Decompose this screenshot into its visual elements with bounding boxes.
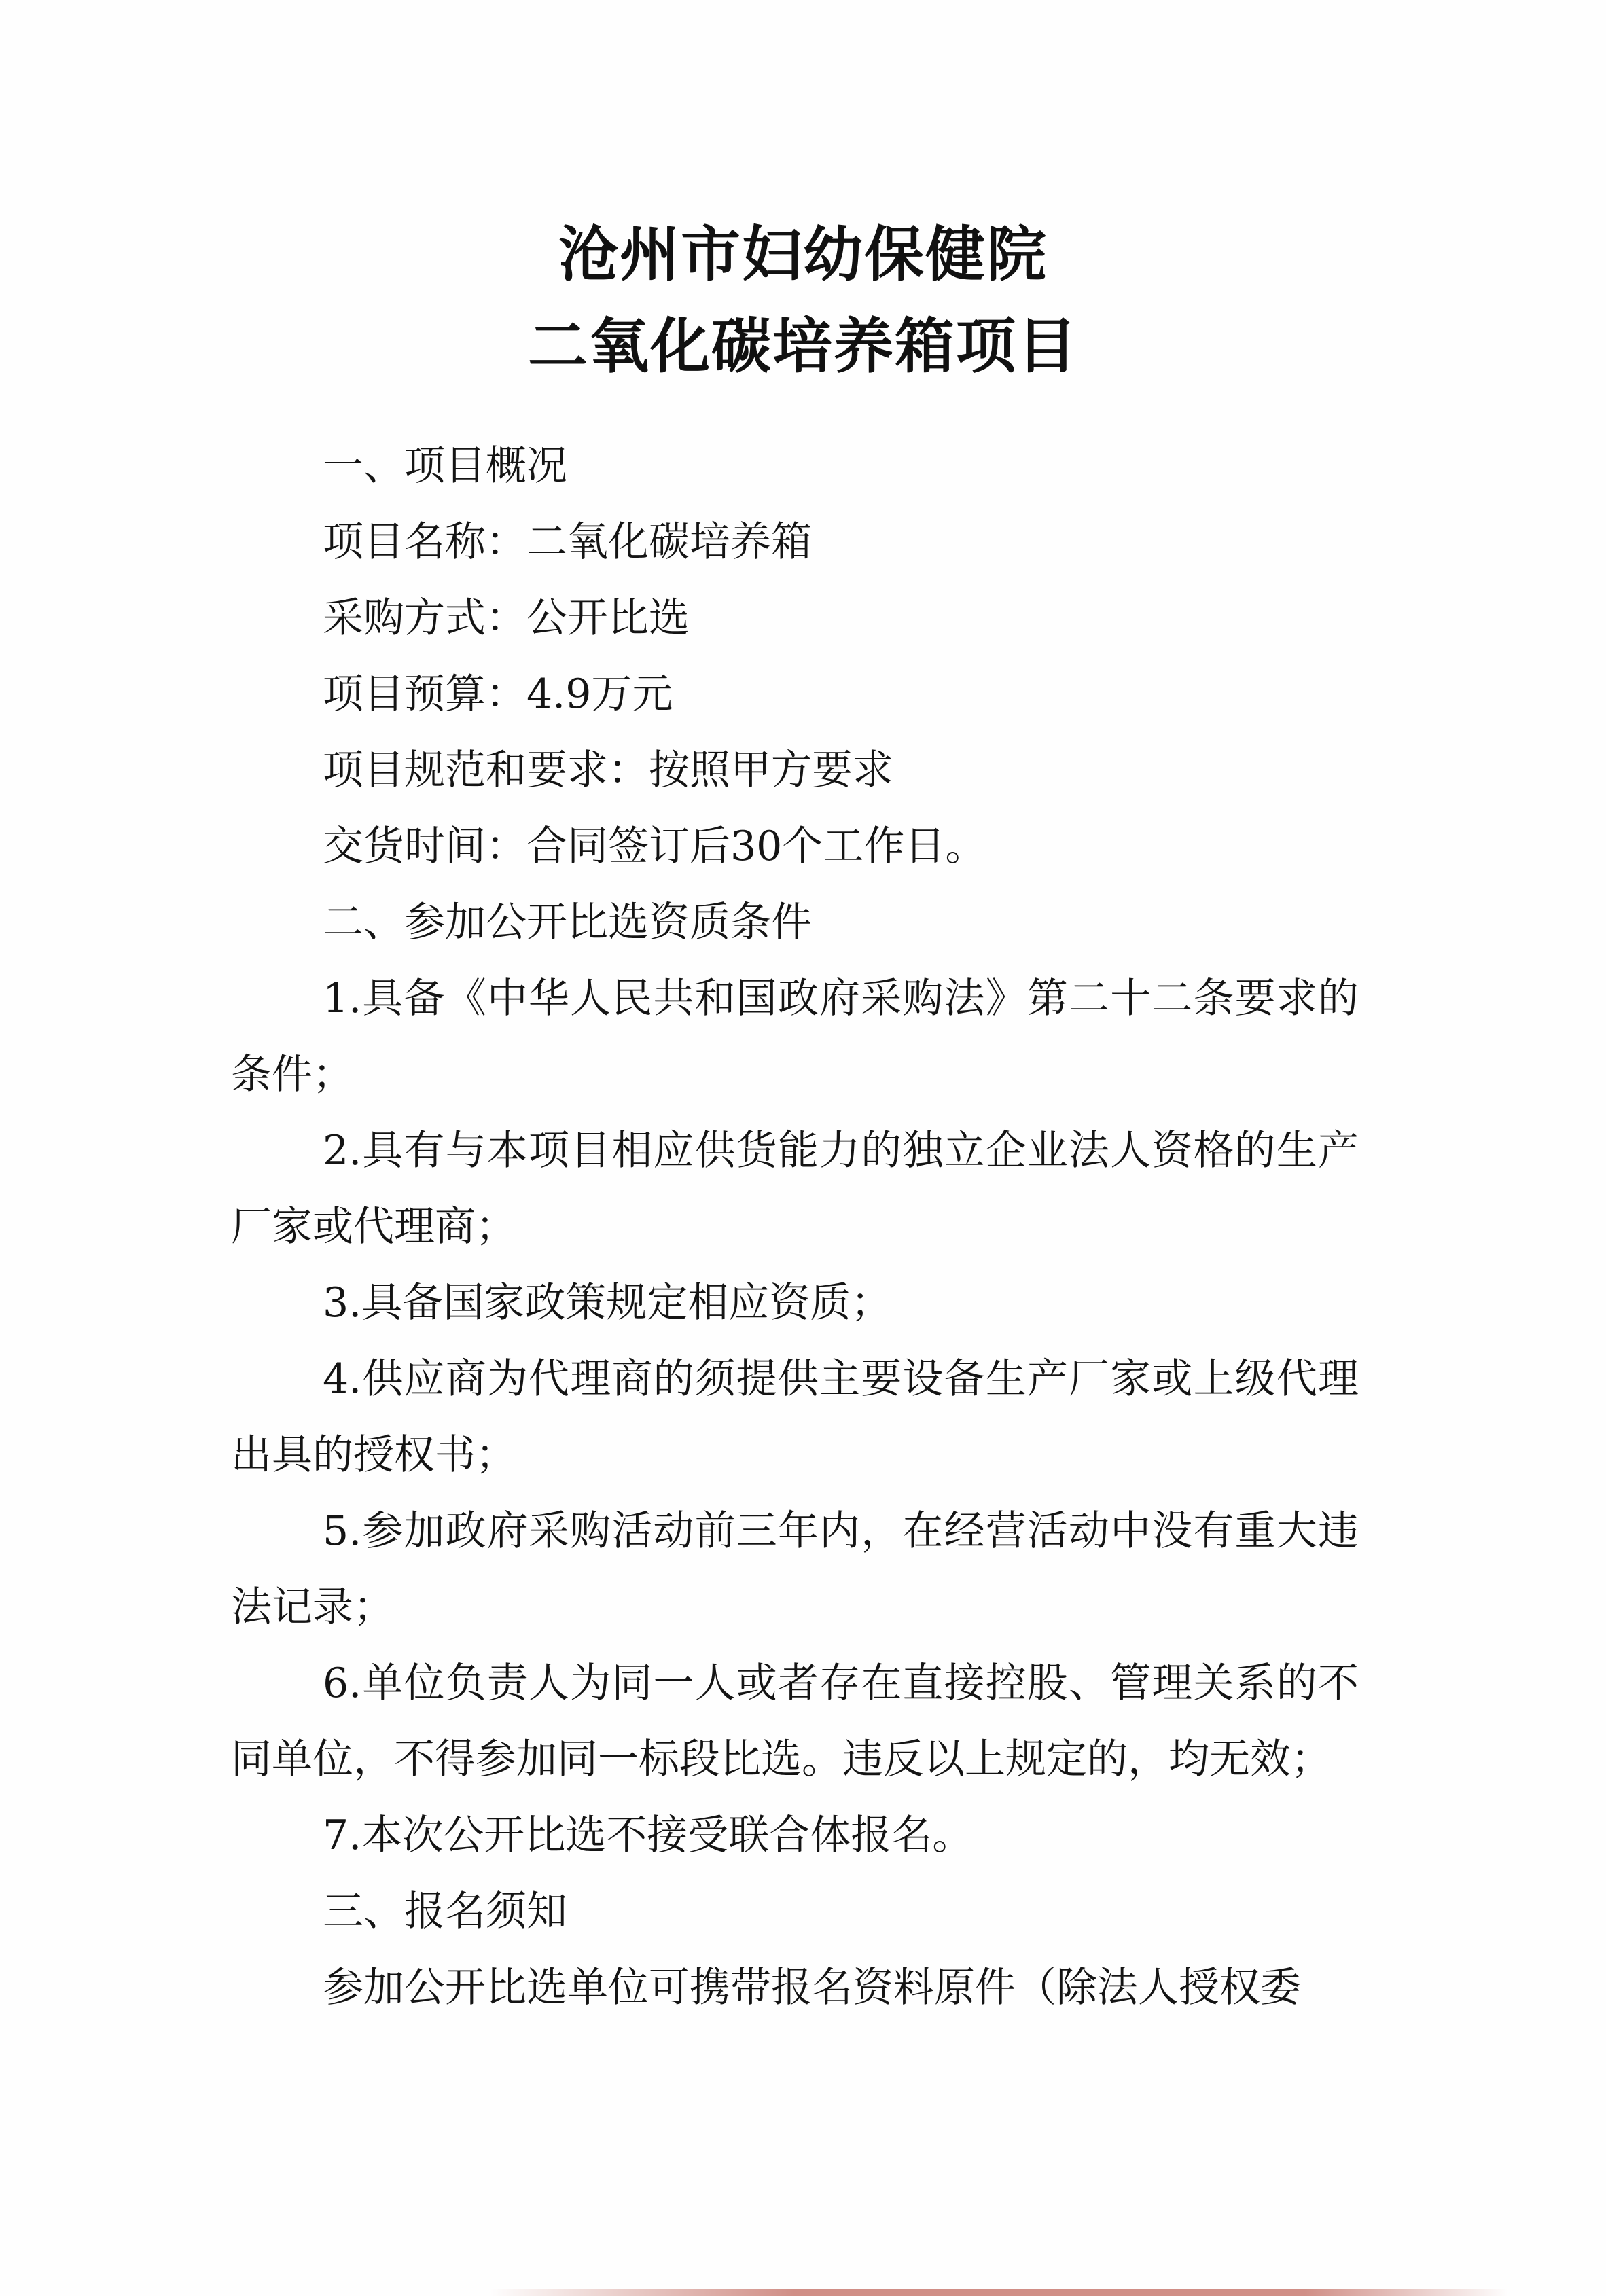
qualification-item-6: 6.单位负责人为同一人或者存在直接控股、管理关系的不同单位，不得参加同一标段比选。违反以上规定的，均无效； bbox=[231, 1660, 1359, 1783]
registration-paragraph: 参加公开比选单位可携带报名资料原件（除法人授权委 bbox=[323, 1964, 1301, 2011]
qualification-item-5: 5.参加政府采购活动前三年内，在经营活动中没有重大违法记录； bbox=[231, 1507, 1359, 1631]
section-heading-overview: 一、项目概况 bbox=[323, 442, 567, 490]
delivery-time-line: 交货时间：合同签订后30个工作日。 bbox=[323, 823, 986, 870]
page-bottom-edge bbox=[489, 2289, 1508, 2296]
project-requirements-line: 项目规范和要求：按照甲方要求 bbox=[323, 747, 893, 794]
qualification-item-1: 1.具备《中华人民共和国政府采购法》第二十二条要求的条件； bbox=[231, 975, 1359, 1098]
document-title-line-1: 沧州市妇幼保健院 bbox=[558, 219, 1048, 289]
document-title-line-2: 二氧化碳培养箱项目 bbox=[527, 311, 1078, 381]
procurement-method-line: 采购方式：公开比选 bbox=[323, 594, 690, 642]
section-heading-registration: 三、报名须知 bbox=[323, 1888, 567, 1935]
project-name-line: 项目名称：二氧化碳培养箱 bbox=[323, 518, 812, 566]
qualification-item-7: 7.本次公开比选不接受联合体报名。 bbox=[323, 1812, 974, 1859]
qualification-item-3: 3.具备国家政策规定相应资质； bbox=[323, 1279, 892, 1327]
document-body bbox=[231, 428, 1359, 2026]
qualification-item-4: 4.供应商为代理商的须提供主要设备生产厂家或上级代理出具的授权书； bbox=[231, 1355, 1359, 1479]
project-budget-line: 项目预算：4.9万元 bbox=[323, 670, 673, 718]
qualification-item-2: 2.具有与本项目相应供货能力的独立企业法人资格的生产厂家或代理商； bbox=[231, 1127, 1359, 1251]
section-heading-qualifications: 二、参加公开比选资质条件 bbox=[323, 899, 812, 946]
